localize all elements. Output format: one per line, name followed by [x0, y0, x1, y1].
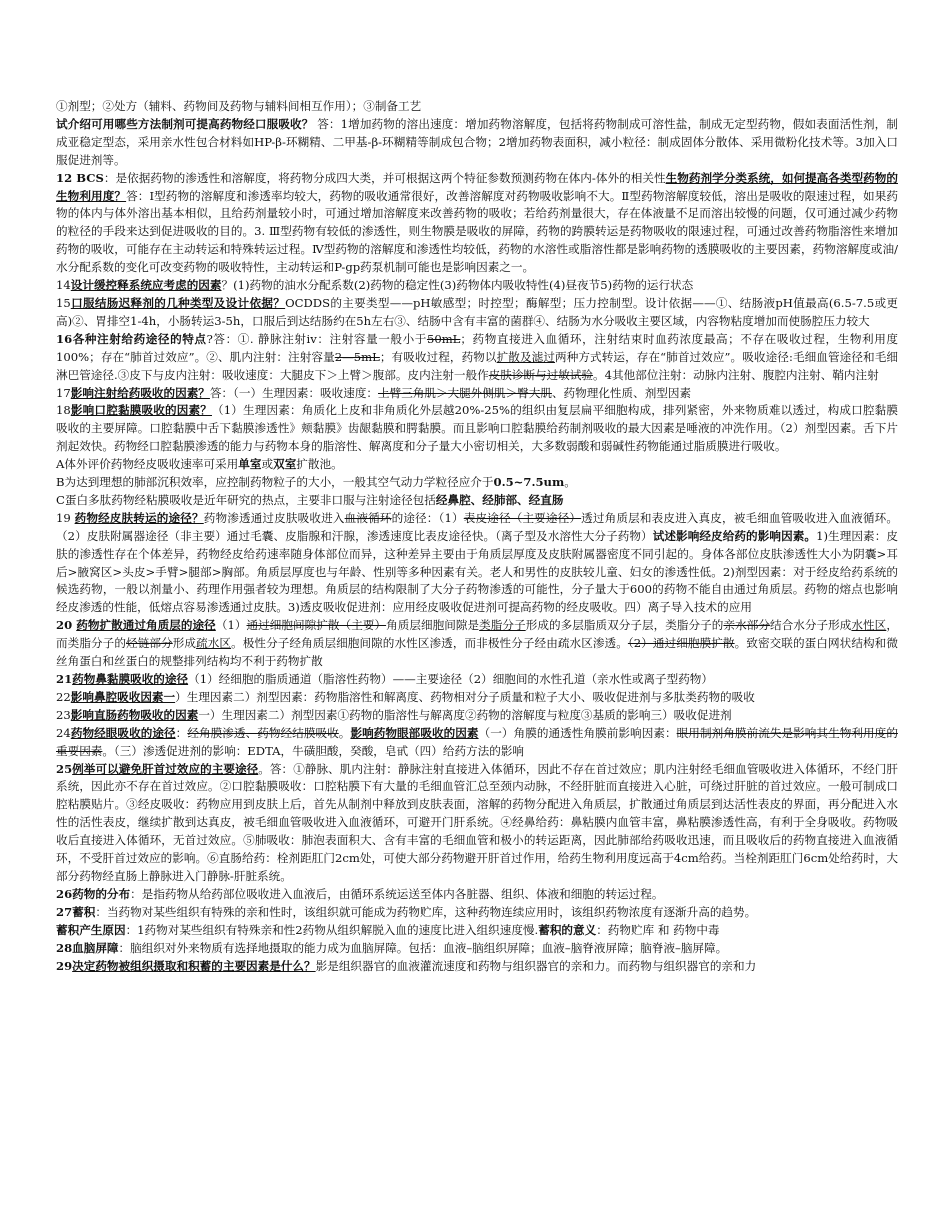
question-heading: 影响注射给药吸收的因素？	[70, 385, 210, 400]
paragraph-note-c: C蛋白多肽药物经粘膜吸收是近年研究的热点，主要非口服与注射途径包括经鼻腔、经肺部、经直肠	[56, 492, 564, 507]
question-heading: 药物经皮肤转运的途径？	[74, 510, 204, 525]
paragraph-14: 14设计缓控释系统应考虑的因素？(1)药物的油水分配系数(2)药物的稳定性(3)药物体内吸收特性(4)昼夜节5)药物的运行状态	[56, 278, 694, 293]
bcs-term: BCS	[76, 170, 104, 185]
paragraph-18: 18影响口腔黏膜吸收的因素？（1）生理因素：角质化上皮和非角质化外层越20%-25%的组织由复层扁平细胞构成，排列紧密，外来物质难以透过，构成口腔黏膜吸收的主要屏障。口腔黏膜中舌下黏膜渗透性》颊黏膜》齿龈黏膜和腭黏膜。而且影响口腔黏膜给药制剂吸收的最大因素是唾液的冲洗作用。（2）剂型因素。舌下片剂起效快。药物经口腔黏膜渗透的能力与药物本身的脂溶性、解离度和分子量大小密切相关，大多数弱酸和弱碱性药物能通过脂质膜进行吸收。	[56, 403, 898, 454]
paragraph-25: 25例举可以避免肝首过效应的主要途径。答：①静脉、肌内注射：静脉注射直接进入体循环，因此不存在首过效应；肌内注射经毛细血管吸收进入体循环，不经门肝系统，因此亦不存在首过效应。②口腔黏膜吸收：口腔粘膜下有大量的毛细血管汇总至颈内动脉，不经肝脏而直接进入心脏，可绕过肝脏的首过效应。一般可制成口腔粘膜贴片。③经皮吸收：药物应用到皮肤上后，首先从制剂中释放到皮肤表面，溶解的药物分配进入角质层，扩散通过角质层到达活性表皮的界面，再分配进入水性的活性表皮，继续扩散到达真皮，被毛细血管吸收进入血液循环，可避开门肝系统。④经鼻给药：鼻粘膜内血管丰富，鼻粘膜渗透性高，有利于全身吸收。药物吸收后直接进入体循环，无首过效应。⑤肺吸收：肺泡表面积大、含有丰富的毛细血管和极小的转运距离，因此肺部给药吸收迅速，而且吸收后的药物直接进入血液循环，不受肝首过效应的影响。⑥直肠给药：栓剂距肛门2cm处，可使大部分药物避开肝首过作用，给药生物利用度远高于4cm给药。当栓剂距肛门6cm处给药时，大部分药物经直肠上静脉进入门静脉-肝脏系统。	[56, 761, 898, 883]
paragraph-22: 22影响鼻腔吸收因素一）生理因素二）剂型因素：药物脂溶性和解离度、药物相对分子质量和粒子大小、吸收促进剂与多肽类药物的吸收	[56, 689, 755, 704]
paragraph-dosage-factors: ①剂型；②处方（辅料、药物间及药物与辅料间相互作用）；③制备工艺	[56, 99, 422, 113]
question-heading: 设计缓控释系统应考虑的因素	[70, 278, 222, 293]
paragraph-27: 27蓄积：当药物对某些组织有特殊的亲和性时，该组织就可能成为药物贮库，这种药物连续应用时，该组织药物浓度有逐渐升高的趋势。	[56, 904, 757, 919]
term-heading: 蓄积产生原因	[56, 922, 126, 937]
question-heading: 例举可以避免肝首过效应的主要途径	[72, 761, 259, 776]
paragraph-17: 17影响注射给药吸收的因素？答：（一）生理因素：吸收速度：上臂三角肌＞大腿外侧肌＞臀大肌、药物理化性质、剂型因素	[56, 385, 692, 400]
question-heading: 药物经眼吸收的途径	[70, 725, 176, 740]
paragraph-oral-absorption: 试介绍可用哪些方法制剂可提高药物经口服吸收？ 答：1增加药物的溶出速度：增加药物溶解度，包括将药物制成可溶性盐，制成无定型药物，假如表面活性剂，制成亚稳定型态，采用亲水性包合材料如HP-β-环糊精、二甲基-β-环糊精等制成包合物；2增加药物表面积，减小粒径：制成固体分散体、采用微粉化技术等。3加入口服促进剂等。	[56, 116, 898, 167]
question-heading: 影响鼻腔吸收因素一	[70, 689, 176, 704]
question-heading: 药物鼻黏膜吸收的途径	[72, 672, 189, 686]
question-heading: 药物扩散通过角质层的途径	[76, 618, 216, 633]
question-heading: 试述影响经皮给药的影响因素。	[652, 528, 817, 543]
paragraph-note-a: A体外评价药物经皮吸收速率可采用单室或双室扩散池。	[56, 457, 343, 472]
paragraph-note-b: B为达到理想的肺部沉积效率，应控制药物粒子的大小，一般其空气动力学粒径应介于0.5~7.5um。	[56, 475, 576, 490]
term-heading: 蓄积的意义	[538, 922, 597, 937]
paragraph-15: 15口服结肠迟释剂的几种类型及设计依据？OCDDS的主要类型——pH敏感型；时控型；酶解型；压力控制型。设计依据——①、结肠液pH值最高(6.5-7.5或更高)②、胃排空1-4h，小肠转运3-5h，口服后到达结肠约在5h左右③、结肠中含有丰富的菌群④、结肠为水分吸收主要区域，内容物粘度增加而使肠腔压力较大	[56, 295, 898, 328]
question-heading: 口服结肠迟释剂的几种类型及设计依据？	[70, 295, 286, 310]
term-heading: 药物的分布	[72, 886, 131, 901]
question-heading: 影响口腔黏膜吸收的因素？	[70, 403, 212, 418]
question-heading: 试介绍可用哪些方法制剂可提高药物经口服吸收？	[56, 116, 314, 131]
paragraph-12-bcs: 12 BCS：是依据药物的渗透性和溶解度，将药物分成四大类，并可根据这两个特征参数预测药物在体内-体外的相关性生物药剂学分类系统，如何提高各类型药物的生物利用度？答：Ⅰ型药物的溶解度和渗透率均较大，药物的吸收通常很好，改善溶解度对药物吸收影响不大。Ⅱ型药物溶解度较低，溶出是吸收的限速过程，如果药物的体内与体外溶出基本相似，且给药剂量较小时，可通过增加溶解度来改善药物的吸收；若给药剂量很大，存在体液量不足而溶出较慢的问题，仅可通过减少药物的粒径的手段来达到促进吸收的目的。3. Ⅲ型药物有较低的渗透性，则生物膜是吸收的屏障，药物的跨膜转运是药物吸收的限速过程，可通过改善药物脂溶性来增加药物的吸收，可能存在主动转运和特殊转运过程。Ⅳ型药物的溶解度和渗透性均较低，药物的水溶性或脂溶性都是影响药物的透膜吸收的主要因素，药物溶解度或油/水分配系数的变化可改变药物的吸收特性，主动转运和P-gp药泵机制可能也是影响因素之一。	[56, 170, 898, 275]
question-heading: 各种注射给药途径的特点	[72, 331, 207, 346]
paragraph-20: 20 药物扩散通过角质层的途径（1）通过细胞间隙扩散（主要）角质层细胞间隙是类脂分子形成的多层脂质双分子层，类脂分子的亲水部分结合水分子形成水性区，而类脂分子的烃链部分形成疏水区。极性分子经角质层细胞间隙的水性区渗透，而非极性分子经由疏水区渗透。（2）通过细胞膜扩散。致密交联的蛋白网状结构和微丝角蛋白和丝蛋白的规整排列结构均不利于药物扩散	[56, 618, 898, 669]
question-heading: 生物药剂学分类系统，如何提高各类型药物的生物利用度？	[56, 170, 898, 203]
paragraph-28: 28血脑屏障：脑组织对外来物质有选择地摄取的能力成为血脑屏障。包括：血液–脑组织屏障；血液–脑脊液屏障；脑脊液–脑屏障。	[56, 940, 728, 955]
paragraph-accumulation: 蓄积产生原因：1药物对某些组织有特殊亲和性2药物从组织解脱入血的速度比进入组织速度慢.蓄积的意义：药物贮库 和 药物中毒	[56, 922, 720, 937]
question-heading: 影响药物眼部吸收的因素	[350, 725, 479, 740]
term-heading: 蓄积	[72, 904, 96, 919]
paragraph-16: 16各种注射给药途径的特点?答：①. 静脉注射iv：注射容量一般小于50mL；药物直接进入血循环，注射结束时血药浓度最高；不存在吸收过程，生物利用度100%；存在“肺首过效应”。②、肌内注射：注射容量2—5mL；有吸收过程，药物以扩散及滤过两种方式转运，存在“肺首过效应”。吸收途径:毛细血管途径和毛细淋巴管途径.③皮下与皮内注射：吸收速度：大腿皮下＞上臂＞腹部。皮内注射一般作皮肤诊断与过敏试验。4其他部位注射：动脉内注射、腹腔内注射、鞘内注射	[56, 331, 898, 382]
paragraph-26: 26药物的分布：是指药物从给药部位吸收进入血液后，由循环系统运送至体内各脏器、组织、体液和细胞的转运过程。	[56, 886, 664, 901]
paragraph-24: 24药物经眼吸收的途径：经角膜渗透、药物经结膜吸收。影响药物眼部吸收的因素（一）角膜的通透性角膜前影响因素：眼用制剂角膜前流失是影响其生物利用度的重要因素。（三）渗透促进剂的影响：EDTA，牛磺胆酸，癸酸，皂甙（四）给药方法的影响	[56, 725, 898, 758]
question-heading: 影响直肠药物吸收的因素	[70, 707, 199, 722]
term-heading: 血脑屏障	[72, 940, 119, 955]
paragraph-19: 19 药物经皮肤转运的途径？药物渗透通过皮肤吸收进入血液循环的途径：（1）表皮途径（主要途径）透过角质层和表皮进入真皮，被毛细血管吸收进入血液循环。（2）皮肤附属器途径（非主要）通过毛囊、皮脂腺和汗腺，渗透速度比表皮途径快。（离子型及水溶性大分子药物）试述影响经皮给药的影响因素。1)生理因素：皮肤的渗透性存在个体差异，药物经皮给药速率随身体部位而异，这种差异主要由于角质层厚度及皮肤附属器密度不同引起的。身体各部位皮肤渗透性大小为阴囊>耳后>腋窝区>头皮>手臂>腿部>胸部。角质层厚度也与年龄、性别等多种因素有关。老人和男性的皮肤较儿童、妇女的渗透性低。2)剂型因素：对于经皮给药系统的候选药物，一般以剂量小、药理作用强者较为理想。角质层的结构限制了大分子药物渗透的可能性，分子量大于600的药物不能自由通过角质层。药物的熔点也影响经皮渗透的性能，低熔点容易渗透通过皮肤。3)透皮吸收促进剂：应用经皮吸收促进剂可提高药物的经皮吸收。四）离子导入技术的应用	[56, 510, 898, 615]
paragraph-29: 29决定药物被组织摄取和积蓄的主要因素是什么？影是组织器官的血液灌流速度和药物与组织器官的亲和力。而药物与组织器官的亲和力	[56, 958, 757, 973]
document-page	[56, 98, 898, 975]
question-heading: 决定药物被组织摄取和积蓄的主要因素是什么？	[72, 958, 316, 973]
paragraph-23: 23影响直肠药物吸收的因素一）生理因素二）剂型因素①药物的脂溶性与解离度②药物的溶解度与粒度③基质的影响三）吸收促进剂	[56, 707, 732, 722]
paragraph-21: 21药物鼻黏膜吸收的途径（1）经细胞的脂质通道（脂溶性药物）——主要途径（2）细胞间的水性孔道（亲水性或离子型药物）	[56, 672, 713, 686]
